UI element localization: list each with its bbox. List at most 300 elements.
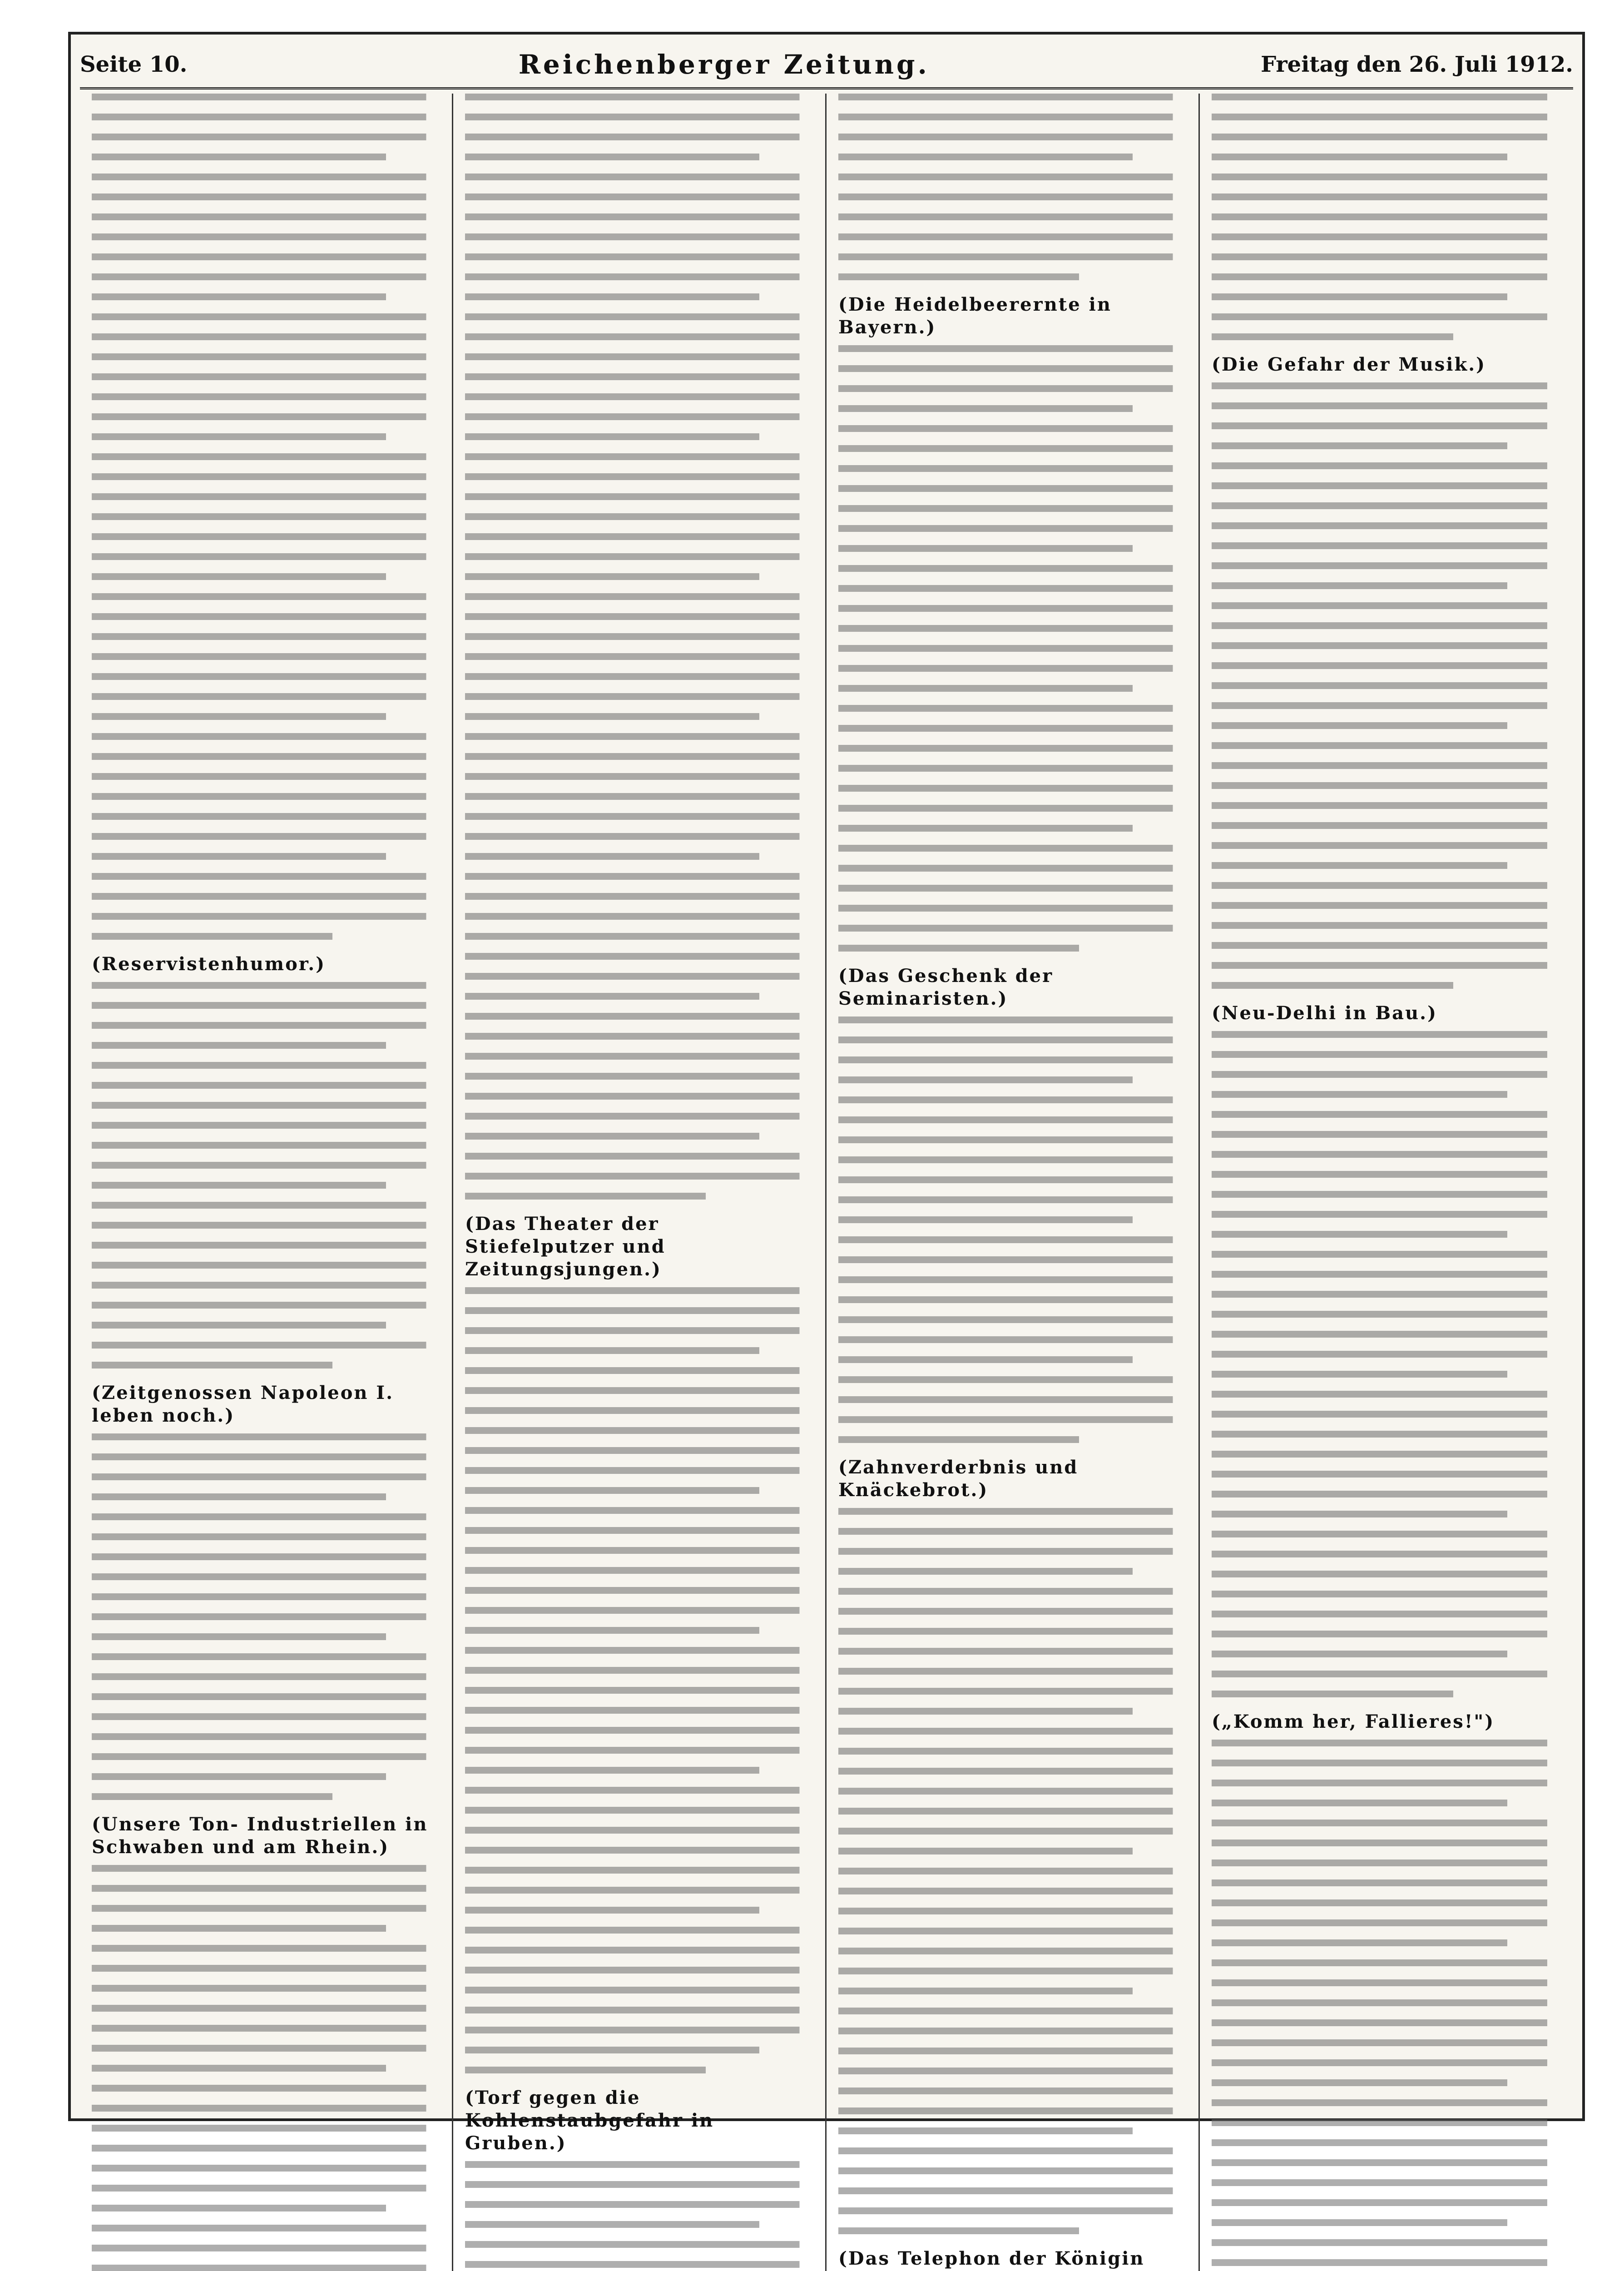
text-line [1212, 1780, 1561, 1786]
text-line [92, 1653, 440, 1660]
text-line [1212, 1171, 1561, 1178]
column-2 [453, 94, 827, 2271]
text-line [838, 1608, 1187, 1615]
text-line [465, 793, 813, 800]
column-3 [827, 94, 1200, 2271]
text-line [92, 1533, 440, 1540]
text-line [1212, 582, 1520, 589]
text-line [92, 873, 440, 880]
article-body-lines [838, 345, 1187, 952]
text-line [1212, 94, 1561, 100]
text-line [838, 1768, 1187, 1775]
text-line [1212, 702, 1561, 709]
text-line [1212, 1671, 1561, 1677]
text-line [465, 154, 772, 160]
text-line [838, 1948, 1187, 1954]
text-line [838, 114, 1187, 120]
text-line [465, 353, 813, 360]
text-line [465, 313, 813, 320]
text-line [838, 2028, 1187, 2034]
text-line [92, 553, 440, 560]
text-line [838, 1508, 1187, 1515]
text-line [838, 2187, 1187, 2194]
text-line [92, 1102, 440, 1109]
text-line [92, 114, 440, 120]
text-line [465, 1287, 813, 1294]
text-line [838, 785, 1187, 792]
text-line [838, 1928, 1187, 1934]
text-line [92, 1553, 440, 1560]
text-line [1212, 1351, 1561, 1358]
text-line [838, 805, 1187, 812]
text-line [465, 1133, 772, 1140]
text-line [92, 1202, 440, 1209]
text-line [92, 1453, 440, 1460]
text-line [838, 1336, 1187, 1343]
text-line [1212, 2059, 1561, 2066]
text-line [1212, 1191, 1561, 1198]
article-heading: (Zeitgenossen Napoleon I. leben noch.) [92, 1382, 394, 1426]
text-line [465, 253, 813, 260]
article [1212, 353, 1561, 989]
text-line [1212, 2199, 1561, 2206]
text-line [838, 1528, 1187, 1535]
text-line [92, 1322, 398, 1329]
text-line [465, 1427, 813, 1434]
text-line [1212, 1760, 1561, 1766]
text-line [838, 1296, 1187, 1303]
text-line [92, 1282, 440, 1289]
text-line [838, 565, 1187, 572]
text-line [465, 1387, 813, 1394]
text-line [92, 1965, 440, 1972]
text-line [465, 1927, 813, 1934]
text-line [838, 1416, 1187, 1423]
text-line [1212, 1311, 1561, 1318]
text-line [838, 1116, 1187, 1123]
text-line [465, 813, 813, 820]
text-line [838, 1788, 1187, 1795]
text-line [92, 1122, 440, 1129]
text-line [838, 405, 1145, 412]
text-line [1212, 1939, 1520, 1946]
text-line [1212, 1271, 1561, 1278]
text-line [92, 613, 440, 620]
text-line [465, 493, 813, 500]
text-line [465, 1153, 813, 1160]
text-line [92, 1985, 440, 1992]
text-line [1212, 2099, 1561, 2106]
article-body-lines [838, 94, 1187, 280]
text-line [838, 154, 1145, 160]
text-line [838, 585, 1187, 592]
text-line [838, 665, 1187, 672]
text-line [1212, 253, 1561, 260]
text-line [465, 2007, 813, 2013]
text-line [465, 1033, 813, 1040]
text-line [465, 134, 813, 140]
article [92, 1382, 440, 1800]
text-line [465, 1747, 813, 1754]
article [1212, 94, 1561, 340]
text-line [92, 1925, 398, 1932]
text-line [92, 193, 440, 200]
text-line [92, 2145, 440, 2152]
text-line [1212, 482, 1561, 489]
text-line [92, 2205, 398, 2211]
text-line [465, 893, 813, 900]
text-line [838, 925, 1187, 932]
text-line [92, 713, 398, 720]
text-line [1212, 2039, 1561, 2046]
text-line [1212, 1131, 1561, 1138]
newspaper-page [68, 32, 1585, 2269]
text-line [92, 2125, 440, 2132]
text-line [1212, 1431, 1561, 1438]
text-line [838, 945, 1089, 952]
text-line [1212, 174, 1561, 180]
text-line [465, 193, 813, 200]
text-line [92, 893, 440, 900]
article-heading: („Komm her, Fallieres!") [1212, 1711, 1495, 1732]
text-line [92, 1022, 440, 1029]
text-line [838, 1868, 1187, 1874]
text-line [92, 853, 398, 860]
text-line [838, 1176, 1187, 1183]
text-line [1212, 1251, 1561, 1258]
text-line [465, 953, 813, 960]
text-line [465, 633, 813, 640]
text-line [1212, 233, 1561, 240]
article-heading: (Die Heidelbeerernte in Bayern.) [838, 294, 1112, 338]
text-line [1212, 1899, 1561, 1906]
text-line [1212, 313, 1561, 320]
text-line [92, 2065, 398, 2072]
text-line [465, 393, 813, 400]
text-line [838, 1888, 1187, 1894]
text-line [92, 2165, 440, 2172]
text-line [92, 493, 440, 500]
text-line [838, 445, 1187, 452]
text-line [1212, 742, 1561, 749]
text-line [92, 413, 440, 420]
text-line [92, 1693, 440, 1700]
text-line [1212, 1391, 1561, 1398]
text-line [1212, 333, 1463, 340]
text-line [1212, 422, 1561, 429]
text-line [92, 1513, 440, 1520]
article [838, 2247, 1187, 2271]
text-line [465, 1527, 813, 1534]
text-line [838, 1396, 1187, 1403]
text-line [92, 253, 440, 260]
text-line [1212, 1211, 1561, 1218]
article-body-lines [465, 1287, 813, 2073]
text-line [838, 1056, 1187, 1063]
text-line [1212, 1691, 1463, 1697]
text-line [1212, 1531, 1561, 1537]
text-line [465, 1487, 772, 1494]
text-line [838, 1096, 1187, 1103]
text-line [838, 233, 1187, 240]
text-line [92, 2265, 440, 2271]
text-line [1212, 1820, 1561, 1826]
text-line [92, 393, 440, 400]
text-line [465, 2027, 813, 2033]
text-line [1212, 1371, 1520, 1378]
text-line [838, 1828, 1187, 1835]
text-line [838, 625, 1187, 632]
text-line [92, 813, 440, 820]
text-line [838, 605, 1187, 612]
text-line [92, 1222, 440, 1229]
text-line [838, 1968, 1187, 1974]
issue-date: Freitag den 26. Juli 1912. [1261, 52, 1573, 77]
text-line [465, 1687, 813, 1694]
text-line [465, 453, 813, 460]
text-line [465, 473, 813, 480]
text-line [838, 465, 1187, 472]
text-line [1212, 1031, 1561, 1038]
text-line [465, 693, 813, 700]
text-line [465, 1827, 813, 1834]
text-line [465, 2241, 813, 2248]
text-line [92, 1302, 440, 1309]
text-line [838, 174, 1187, 180]
text-line [1212, 462, 1561, 469]
text-line [838, 1988, 1145, 1994]
text-line [838, 1216, 1145, 1223]
article-heading: (Das Theater der Stiefelputzer und Zeitungsjungen.) [465, 1213, 666, 1280]
article-heading: (Das Geschenk der Seminaristen.) [838, 965, 1054, 1009]
text-line [465, 1967, 813, 1973]
text-line [92, 293, 398, 300]
text-line [838, 1156, 1187, 1163]
text-line [1212, 1651, 1520, 1657]
text-line [838, 1036, 1187, 1043]
text-line [1212, 1051, 1561, 1058]
text-line [1212, 193, 1561, 200]
page-number: Seite 10. [80, 52, 188, 77]
text-line [92, 1673, 440, 1680]
newspaper-title: Reichenberger Zeitung. [518, 49, 930, 80]
text-line [838, 1436, 1089, 1443]
text-line [1212, 882, 1561, 889]
text-line [1212, 2019, 1561, 2026]
text-line [1212, 442, 1520, 449]
text-line [92, 333, 440, 340]
text-line [1212, 622, 1561, 629]
text-line [1212, 402, 1561, 409]
article-body-lines [92, 94, 440, 940]
text-line [92, 733, 440, 740]
text-line [838, 545, 1145, 552]
text-line [838, 1376, 1187, 1383]
text-line [1212, 642, 1561, 649]
article-body-lines [92, 982, 440, 1369]
text-line [465, 1507, 813, 1514]
text-line [1212, 982, 1463, 989]
text-line [1212, 213, 1561, 220]
text-line [838, 273, 1089, 280]
article-body-lines [1212, 1740, 1561, 2271]
text-line [1212, 1511, 1520, 1517]
text-line [838, 2048, 1187, 2054]
text-line [1212, 2259, 1561, 2266]
text-line [1212, 942, 1561, 949]
text-line [92, 753, 440, 760]
text-line [465, 1847, 813, 1854]
text-line [1212, 1611, 1561, 1617]
text-line [1212, 522, 1561, 529]
article [1212, 1711, 1561, 2271]
text-line [465, 733, 813, 740]
text-line [465, 1647, 813, 1654]
article-heading: (Das Telephon der Königin [838, 2248, 1145, 2269]
text-line [465, 373, 813, 380]
text-line [465, 2047, 772, 2053]
text-line [92, 1162, 440, 1169]
text-line [838, 253, 1187, 260]
article-body-lines [1212, 94, 1561, 340]
text-line [838, 1568, 1145, 1575]
text-line [465, 913, 813, 920]
text-line [92, 1473, 440, 1480]
text-line [838, 1748, 1187, 1755]
text-line [838, 1588, 1187, 1595]
text-line [92, 1182, 398, 1189]
text-line [1212, 1959, 1561, 1966]
text-line [1212, 1291, 1561, 1298]
text-line [838, 1628, 1187, 1635]
text-line [92, 573, 398, 580]
article [465, 1213, 813, 2073]
text-line [1212, 1411, 1561, 1418]
article-heading: (Torf gegen die Kohlenstaubgefahr in Gruben.) [465, 2087, 714, 2154]
text-line [465, 593, 813, 600]
text-line [92, 1242, 440, 1249]
text-line [465, 1627, 772, 1634]
text-line [465, 2221, 772, 2228]
text-line [1212, 1471, 1561, 1478]
text-line [465, 2201, 813, 2208]
text-line [1212, 1151, 1561, 1158]
text-line [465, 1767, 772, 1774]
text-line [465, 94, 813, 100]
text-line [1212, 114, 1561, 120]
text-line [1212, 1919, 1561, 1926]
text-line [838, 2008, 1187, 2014]
text-line [92, 1433, 440, 1440]
text-line [92, 1573, 440, 1580]
text-line [92, 1713, 440, 1720]
text-line [838, 1016, 1187, 1023]
text-line [1212, 2139, 1561, 2146]
text-line [838, 525, 1187, 532]
text-line [465, 773, 813, 780]
text-line [838, 905, 1187, 912]
text-line [465, 673, 813, 680]
text-line [1212, 682, 1561, 689]
text-line [1212, 922, 1561, 929]
text-line [1212, 1111, 1561, 1118]
text-line [92, 1613, 440, 1620]
article-heading: (Zahnverderbnis und Knäckebrot.) [838, 1457, 1079, 1501]
text-line [1212, 2079, 1520, 2086]
text-line [838, 1648, 1187, 1655]
text-line [1212, 154, 1520, 160]
article-heading: (Die Gefahr der Musik.) [1212, 354, 1486, 375]
text-line [465, 213, 813, 220]
article [838, 293, 1187, 952]
article-heading: (Reservistenhumor.) [92, 953, 326, 975]
text-line [465, 1907, 772, 1914]
text-line [1212, 134, 1561, 140]
article-columns [80, 94, 1573, 2269]
text-line [92, 233, 440, 240]
text-line [92, 2245, 440, 2251]
text-line [465, 293, 772, 300]
article [1212, 1002, 1561, 1697]
text-line [92, 1593, 440, 1600]
text-line [1212, 542, 1561, 549]
text-line [465, 1053, 813, 1060]
text-line [92, 1342, 440, 1349]
text-line [1212, 562, 1561, 569]
text-line [838, 213, 1187, 220]
text-line [838, 1688, 1187, 1695]
text-line [838, 845, 1187, 852]
text-line [92, 593, 440, 600]
text-line [465, 1093, 813, 1100]
text-line [838, 2147, 1187, 2154]
text-line [92, 154, 398, 160]
text-line [1212, 1491, 1561, 1497]
text-line [465, 2261, 813, 2268]
text-line [92, 1773, 398, 1780]
text-line [92, 1082, 440, 1089]
text-line [465, 853, 772, 860]
article-body-lines [465, 2161, 813, 2271]
text-line [838, 2127, 1145, 2134]
text-line [465, 653, 813, 660]
text-line [838, 1256, 1187, 1263]
text-line [465, 1567, 813, 1574]
text-line [92, 2045, 440, 2052]
text-line [92, 693, 440, 700]
text-line [92, 673, 440, 680]
text-line [465, 993, 772, 1000]
text-line [1212, 273, 1561, 280]
text-line [838, 1848, 1145, 1854]
text-line [92, 453, 440, 460]
text-line [838, 1276, 1187, 1283]
text-line [92, 793, 440, 800]
text-line [92, 2225, 440, 2231]
text-line [465, 2181, 813, 2188]
text-line [838, 825, 1145, 832]
text-line [465, 333, 813, 340]
text-line [1212, 1840, 1561, 1846]
text-line [92, 1885, 440, 1892]
article [92, 1813, 440, 2271]
text-line [92, 353, 440, 360]
text-line [465, 1947, 813, 1954]
text-line [838, 1136, 1187, 1143]
text-line [838, 345, 1187, 352]
text-line [465, 513, 813, 520]
text-line [92, 1793, 342, 1800]
